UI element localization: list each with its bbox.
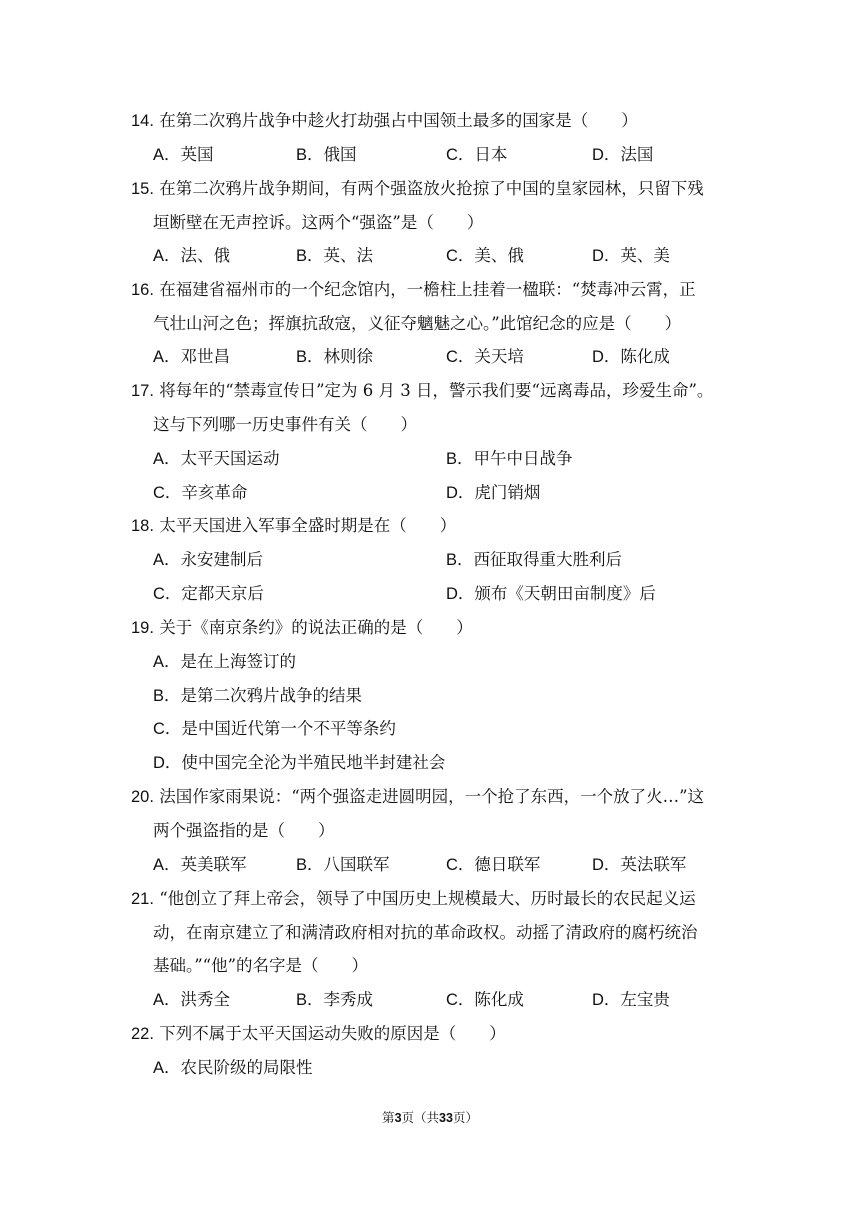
- option-text: 陈化成: [620, 347, 670, 366]
- option-text: 邓世昌: [180, 347, 231, 366]
- question-15-line-1: [131, 178, 704, 200]
- option-text: 虎门销烟: [474, 483, 541, 502]
- option-a: [153, 1057, 313, 1079]
- option-letter: D．: [592, 856, 621, 874]
- option-text: 英法联军: [620, 855, 687, 874]
- option-text: 颁布《天朝田亩制度》后: [474, 584, 656, 603]
- question-text: 太平天国进入军事全盛时期是在（ ）: [159, 516, 457, 535]
- option-text: 定都天京后: [181, 584, 264, 603]
- option-letter: D．: [592, 247, 621, 265]
- option-a: [153, 549, 263, 571]
- option-letter: D．: [446, 585, 475, 603]
- option-b: [296, 346, 373, 368]
- option-text: 法国: [620, 145, 654, 164]
- question-16-line-2: [153, 313, 681, 335]
- question-text: 将每年的“禁毒宣传日”定为 6 月 3 日，警示我们要“远离毒品，珍爱生命”。: [159, 381, 714, 400]
- option-text: 美、俄: [474, 246, 524, 265]
- option-letter: A．: [153, 247, 181, 265]
- option-letter: B．: [296, 856, 324, 874]
- option-letter: C．: [153, 585, 182, 603]
- option-letter: C．: [446, 247, 475, 265]
- option-letter: C．: [446, 856, 475, 874]
- option-d: [153, 752, 445, 774]
- option-text: 关天培: [474, 347, 524, 366]
- option-b: [446, 549, 622, 571]
- question-number: 16.: [131, 281, 154, 299]
- option-letter: C．: [446, 348, 475, 366]
- question-number: 18.: [131, 517, 154, 535]
- option-letter: C．: [153, 720, 182, 738]
- option-letter: A．: [153, 856, 181, 874]
- option-d: [446, 583, 656, 605]
- question-15-line-2: [153, 212, 483, 234]
- question-text: 在第二次鸦片战争期间，有两个强盗放火抢掠了中国的皇家园林，只留下残: [159, 179, 704, 198]
- question-text: 关于《南京条约》的说法正确的是（ ）: [159, 618, 473, 637]
- option-text: 英国: [180, 145, 214, 164]
- option-text: 陈化成: [474, 990, 524, 1009]
- option-c: [153, 718, 396, 740]
- option-b: [296, 854, 390, 876]
- question-16-line-1: [131, 279, 696, 301]
- question-21-line-1: [131, 888, 696, 910]
- option-letter: A．: [153, 1059, 181, 1077]
- question-number: 20.: [131, 788, 154, 806]
- question-text: 在第二次鸦片战争中趁火打劫强占中国领土最多的国家是（ ）: [159, 111, 638, 130]
- question-text: 垣断壁在无声控诉。这两个“强盗”是（ ）: [153, 213, 484, 232]
- option-text: 李秀成: [323, 990, 374, 1009]
- option-d: [592, 144, 653, 166]
- option-text: 英、美: [620, 246, 670, 265]
- option-c: [446, 854, 540, 876]
- option-text: 永安建制后: [180, 550, 264, 569]
- option-d: [592, 854, 686, 876]
- option-c: [153, 482, 247, 504]
- question-20-line-2: [153, 820, 335, 842]
- option-a: [153, 854, 247, 876]
- option-letter: C．: [446, 991, 475, 1009]
- question-21-line-3: [153, 955, 368, 977]
- option-a: [153, 245, 230, 267]
- option-letter: B．: [446, 450, 474, 468]
- question-text: “他创立了拜上帝会，领导了中国历史上规模最大、历时最长的农民起义运: [159, 889, 696, 908]
- option-text: 是第二次鸦片战争的结果: [180, 686, 363, 705]
- question-17-line-1: [131, 380, 713, 402]
- page-number: 3: [394, 1111, 402, 1125]
- option-text: 日本: [474, 145, 508, 164]
- option-text: 西征取得重大胜利后: [473, 550, 623, 569]
- option-a: [153, 448, 280, 470]
- question-14-line-1: [131, 110, 638, 132]
- option-a: [153, 346, 230, 368]
- option-c: [446, 989, 524, 1011]
- question-number: 21.: [131, 890, 154, 908]
- option-text: 农民阶级的局限性: [180, 1058, 313, 1077]
- option-text: 太平天国运动: [180, 449, 280, 468]
- option-c: [446, 144, 507, 166]
- option-b: [296, 144, 357, 166]
- option-letter: C．: [446, 146, 475, 164]
- option-letter: B．: [153, 687, 181, 705]
- option-text: 俄国: [323, 145, 357, 164]
- question-text: 两个强盗指的是（ ）: [153, 821, 335, 840]
- option-text: 甲午中日战争: [473, 449, 573, 468]
- question-text: 动，在南京建立了和满清政府相对抗的革命政权。动摇了清政府的腐朽统治: [153, 923, 698, 942]
- option-d: [592, 346, 670, 368]
- option-a: [153, 144, 214, 166]
- option-c: [446, 245, 524, 267]
- option-letter: B．: [296, 247, 324, 265]
- option-b: [446, 448, 573, 470]
- question-text: 在福建省福州市的一个纪念馆内，一檐柱上挂着一楹联：“焚毒冲云霄，正: [159, 280, 696, 299]
- footer-prefix: 第: [382, 1110, 395, 1125]
- question-text: 这与下列哪一历史事件有关（ ）: [153, 415, 417, 434]
- option-letter: A．: [153, 653, 181, 671]
- question-number: 14.: [131, 112, 154, 130]
- option-c: [153, 583, 264, 605]
- option-letter: D．: [153, 754, 182, 772]
- question-18-line-1: [131, 515, 456, 537]
- option-letter: D．: [592, 348, 621, 366]
- question-number: 15.: [131, 180, 154, 198]
- option-letter: A．: [153, 991, 181, 1009]
- option-a: [153, 651, 296, 673]
- option-letter: B．: [446, 551, 474, 569]
- question-text: 下列不属于太平天国运动失败的原因是（ ）: [159, 1024, 506, 1043]
- option-text: 英、法: [323, 246, 374, 265]
- option-letter: A．: [153, 551, 181, 569]
- option-letter: D．: [446, 484, 475, 502]
- option-d: [592, 245, 670, 267]
- option-b: [296, 989, 373, 1011]
- option-text: 使中国完全沦为半殖民地半封建社会: [181, 753, 446, 772]
- page-footer: [0, 1110, 860, 1126]
- option-d: [592, 989, 670, 1011]
- question-text: 基础。”“他”的名字是（ ）: [153, 956, 369, 975]
- option-text: 辛亥革命: [181, 483, 248, 502]
- option-letter: B．: [296, 348, 324, 366]
- option-letter: B．: [296, 991, 324, 1009]
- option-b: [153, 685, 362, 707]
- question-17-line-2: [153, 414, 417, 436]
- question-text: 法国作家雨果说：“两个强盗走进圆明园，一个抢了东西，一个放了火…”这: [159, 787, 705, 806]
- question-number: 19.: [131, 619, 154, 637]
- option-text: 左宝贵: [620, 990, 670, 1009]
- question-19-line-1: [131, 617, 473, 639]
- question-text: 气壮山河之色；挥旗抗敌寇，义征夺魑魅之心。”此馆纪念的应是（ ）: [153, 314, 682, 333]
- option-text: 是中国近代第一个不平等条约: [181, 719, 396, 738]
- footer-suffix: 页）: [452, 1110, 478, 1125]
- option-text: 林则徐: [323, 347, 374, 366]
- question-number: 22.: [131, 1025, 154, 1043]
- option-text: 法、俄: [180, 246, 231, 265]
- option-letter: D．: [592, 146, 621, 164]
- option-letter: D．: [592, 991, 621, 1009]
- total-pages: 33: [439, 1111, 453, 1125]
- option-a: [153, 989, 230, 1011]
- option-letter: A．: [153, 450, 181, 468]
- option-text: 八国联军: [323, 855, 390, 874]
- option-letter: A．: [153, 146, 181, 164]
- option-text: 英美联军: [180, 855, 247, 874]
- footer-middle: 页（共: [401, 1110, 440, 1125]
- option-c: [446, 346, 524, 368]
- option-text: 德日联军: [474, 855, 541, 874]
- option-letter: B．: [296, 146, 324, 164]
- option-text: 是在上海签订的: [180, 652, 297, 671]
- option-text: 洪秀全: [180, 990, 231, 1009]
- option-letter: A．: [153, 348, 181, 366]
- question-20-line-1: [131, 786, 704, 808]
- question-21-line-2: [153, 922, 698, 944]
- option-letter: C．: [153, 484, 182, 502]
- question-22-line-1: [131, 1023, 506, 1045]
- option-d: [446, 482, 540, 504]
- question-number: 17.: [131, 382, 154, 400]
- option-b: [296, 245, 373, 267]
